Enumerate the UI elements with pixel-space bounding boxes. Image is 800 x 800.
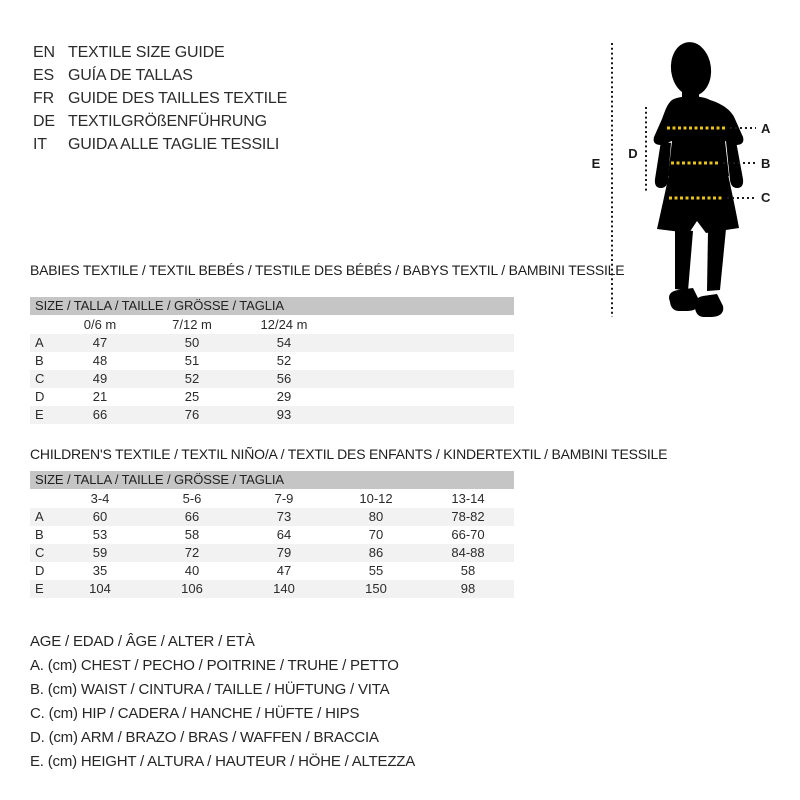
table-cell <box>422 334 514 352</box>
row-label: A <box>35 509 44 524</box>
children-size-table <box>30 471 514 598</box>
silhouette-right-shoe <box>695 294 724 317</box>
table-cell: 70 <box>368 527 384 542</box>
measurement-legend <box>30 630 415 774</box>
table-cell: 150 <box>365 581 387 596</box>
child-silhouette <box>654 40 744 317</box>
table-cell: 29 <box>276 389 292 404</box>
column-header: 10-12 <box>359 491 393 506</box>
lang-code: IT <box>33 136 47 153</box>
column-header: 12/24 m <box>260 317 308 332</box>
column-header <box>422 315 514 334</box>
lang-code: ES <box>33 67 54 84</box>
table-row <box>30 406 514 424</box>
guide-title: GUIDE DES TAILLES TEXTILE <box>68 90 288 107</box>
row-label: E <box>35 581 44 596</box>
table-cell: 60 <box>92 509 108 524</box>
table-cell: 50 <box>184 335 200 350</box>
table-cell: 64 <box>276 527 292 542</box>
table-cell: 66 <box>92 407 108 422</box>
children-size-header-bar: SIZE / TALLA / TAILLE / GRÖSSE / TAGLIA <box>30 471 514 489</box>
table-cell: 49 <box>92 371 108 386</box>
chest-label: A <box>761 121 771 136</box>
arm-label: D <box>628 146 638 161</box>
lang-row-fr <box>33 87 287 110</box>
row-label: B <box>35 527 44 542</box>
language-title-list <box>33 41 287 156</box>
table-cell: 72 <box>184 545 200 560</box>
table-row <box>30 580 514 598</box>
column-header: 13-14 <box>451 491 485 506</box>
hip-label: C <box>761 190 771 205</box>
table-cell: 80 <box>368 509 384 524</box>
children-section-title: CHILDREN'S TEXTILE / TEXTIL NIÑO/A / TEXTIL DES ENFANTS / KINDERTEXTIL / BAMBINI TESSILE <box>30 446 668 462</box>
babies-section-title: BABIES TEXTILE / TEXTIL BEBÉS / TESTILE DES BÉBÉS / BABYS TEXTIL / BAMBINI TESSILE <box>30 262 625 278</box>
babies-size-header-bar: SIZE / TALLA / TAILLE / GRÖSSE / TAGLIA <box>30 297 514 315</box>
table-cell: 93 <box>276 407 292 422</box>
legend-chest: A. (cm) CHEST / PECHO / POITRINE / TRUHE / PETTO <box>30 657 399 674</box>
table-cell: 78-82 <box>451 509 485 524</box>
legend-arm: D. (cm) ARM / BRAZO / BRAS / WAFFEN / BRACCIA <box>30 729 379 746</box>
table-cell: 54 <box>276 335 292 350</box>
row-label: C <box>35 371 45 386</box>
table-cell: 21 <box>92 389 108 404</box>
silhouette-left-shoe <box>669 288 699 311</box>
table-cell: 58 <box>184 527 200 542</box>
guide-title: TEXTILGRÖßENFÜHRUNG <box>68 113 267 130</box>
table-row <box>30 526 514 544</box>
table-cell <box>422 370 514 388</box>
lang-code: FR <box>33 90 54 107</box>
height-label: E <box>591 156 601 171</box>
table-cell: 47 <box>276 563 292 578</box>
table-cell: 52 <box>184 371 200 386</box>
table-cell: 66-70 <box>451 527 485 542</box>
lang-row-es <box>33 64 287 87</box>
table-cell <box>422 388 514 406</box>
row-label: E <box>35 407 44 422</box>
table-cell <box>330 370 422 388</box>
table-cell: 98 <box>460 581 476 596</box>
table-cell: 53 <box>92 527 108 542</box>
table-cell: 48 <box>92 353 108 368</box>
silhouette-right-leg <box>707 229 726 291</box>
table-cell: 73 <box>276 509 292 524</box>
table-cell <box>330 352 422 370</box>
silhouette-left-leg <box>675 229 693 291</box>
lang-code: EN <box>33 44 55 61</box>
legend-height: E. (cm) HEIGHT / ALTURA / HAUTEUR / HÖHE / ALTEZZA <box>30 753 416 770</box>
guide-title: GUIDA ALLE TAGLIE TESSILI <box>68 136 280 153</box>
column-header: 7-9 <box>274 491 294 506</box>
table-row <box>30 370 514 388</box>
guide-title: TEXTILE SIZE GUIDE <box>68 44 225 61</box>
babies-column-header-row <box>30 315 514 334</box>
table-cell: 47 <box>92 335 108 350</box>
table-cell: 106 <box>181 581 203 596</box>
column-header: 3-4 <box>90 491 110 506</box>
child-measurement-diagram <box>583 33 783 325</box>
silhouette-shorts <box>657 174 739 233</box>
column-header <box>330 315 422 334</box>
table-row <box>30 508 514 526</box>
table-row <box>30 388 514 406</box>
table-cell: 52 <box>276 353 292 368</box>
column-header: 5-6 <box>182 491 202 506</box>
table-cell <box>330 388 422 406</box>
table-row <box>30 562 514 580</box>
table-cell: 140 <box>273 581 295 596</box>
row-label: A <box>35 335 44 350</box>
row-label: D <box>35 389 45 404</box>
lang-code: DE <box>33 113 55 130</box>
table-row <box>30 544 514 562</box>
table-cell <box>422 352 514 370</box>
legend-hip: C. (cm) HIP / CADERA / HANCHE / HÜFTE / HIPS <box>30 705 360 722</box>
table-cell: 25 <box>184 389 200 404</box>
row-label: B <box>35 353 44 368</box>
row-label: C <box>35 545 45 560</box>
legend-age: AGE / EDAD / ÂGE / ALTER / ETÀ <box>30 633 255 650</box>
corner-cell <box>30 489 54 508</box>
waist-label: B <box>761 156 771 171</box>
table-cell: 35 <box>92 563 108 578</box>
table-cell: 40 <box>184 563 200 578</box>
table-cell: 104 <box>89 581 111 596</box>
legend-waist: B. (cm) WAIST / CINTURA / TAILLE / HÜFTUNG / VITA <box>30 681 390 698</box>
table-row <box>30 352 514 370</box>
table-cell: 84-88 <box>451 545 485 560</box>
table-cell: 55 <box>368 563 384 578</box>
lang-row-de <box>33 110 287 133</box>
row-label: D <box>35 563 45 578</box>
table-cell <box>330 334 422 352</box>
table-cell: 56 <box>276 371 292 386</box>
table-cell <box>422 406 514 424</box>
column-header: 0/6 m <box>83 317 117 332</box>
table-cell: 76 <box>184 407 200 422</box>
table-row <box>30 334 514 352</box>
table-cell: 86 <box>368 545 384 560</box>
babies-size-table <box>30 297 514 424</box>
corner-cell <box>30 315 54 334</box>
table-cell: 59 <box>92 545 108 560</box>
table-cell: 58 <box>460 563 476 578</box>
lang-row-it <box>33 133 287 156</box>
table-cell <box>330 406 422 424</box>
lang-row-en <box>33 41 287 64</box>
table-cell: 66 <box>184 509 200 524</box>
children-column-header-row <box>30 489 514 508</box>
table-cell: 79 <box>276 545 292 560</box>
guide-title: GUÍA DE TALLAS <box>68 67 193 84</box>
table-cell: 51 <box>184 353 200 368</box>
column-header: 7/12 m <box>172 317 212 332</box>
